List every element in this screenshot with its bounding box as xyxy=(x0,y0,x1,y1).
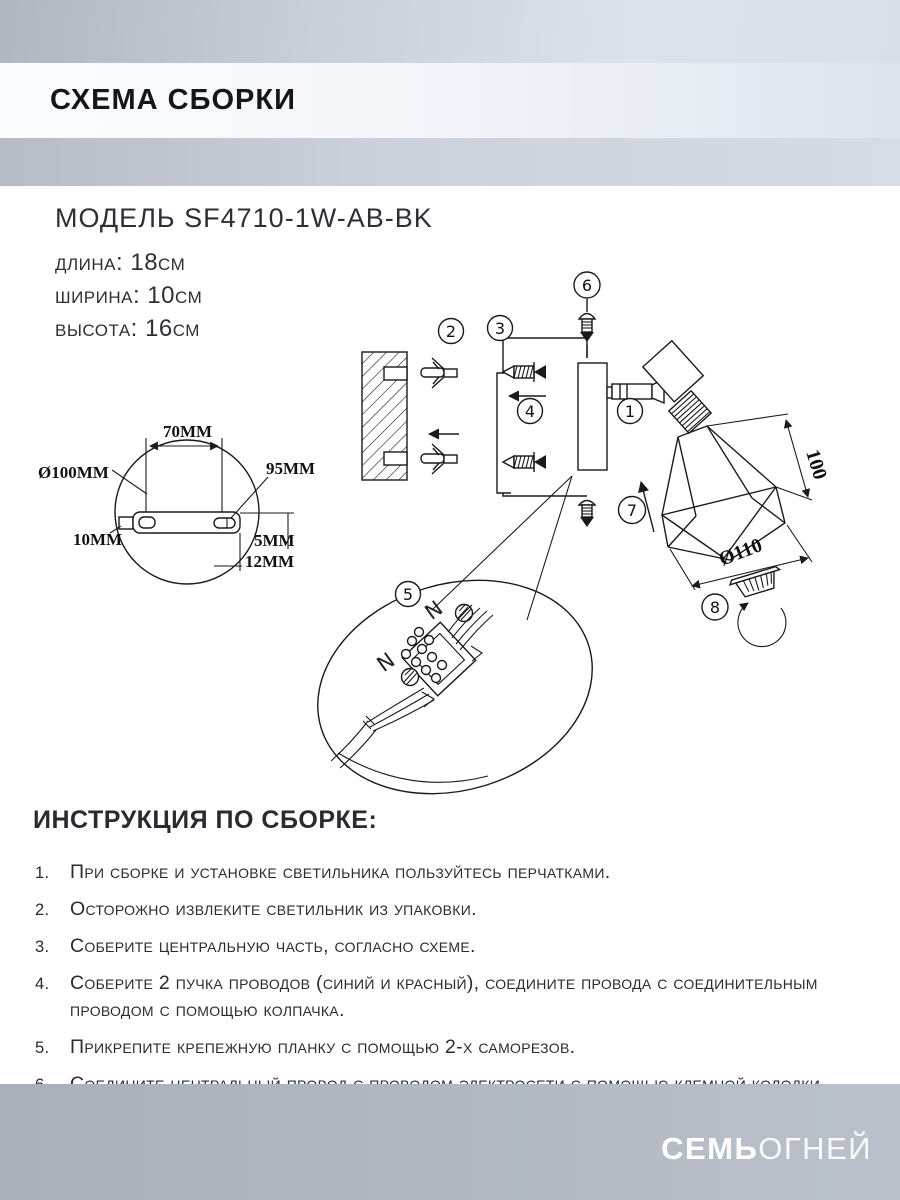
svg-text:5: 5 xyxy=(402,585,414,604)
shade-dimensions xyxy=(670,414,831,590)
dim-12mm: 12MM xyxy=(245,552,295,571)
wiring-detail-oval xyxy=(291,476,619,826)
brand-logo xyxy=(661,1131,872,1167)
callout-4 xyxy=(518,399,543,424)
callout-7 xyxy=(619,497,646,524)
dim-10mm: 10MM xyxy=(73,530,123,549)
wire-label-n2: N xyxy=(420,596,448,625)
brand-bold: СЕМЬ xyxy=(661,1131,759,1166)
page-title: СХЕМА СБОРКИ xyxy=(50,84,296,116)
dim-95mm: 95MM xyxy=(266,459,316,478)
instruction-text: Осторожно извлеките светильник из упаковки. xyxy=(70,898,477,920)
instruction-number: 1. xyxy=(35,864,50,882)
instruction-text: Соберите 2 пучка проводов (синий и красный), соедините провода с соединительным проводом с помощью колпачка. xyxy=(70,972,818,1021)
dim-70mm: 70MM xyxy=(163,422,213,441)
instruction-number: 3. xyxy=(35,938,50,956)
dim-shade-diameter: Ø110 xyxy=(715,534,766,571)
model-width: ширина: 10см xyxy=(55,282,203,309)
svg-text:3: 3 xyxy=(494,319,506,338)
footer xyxy=(0,1084,900,1200)
instruction-text: Соберите центральную часть, согласно схеме. xyxy=(70,935,476,957)
wires xyxy=(331,605,493,768)
svg-text:6: 6 xyxy=(581,276,593,295)
callout-6 xyxy=(574,272,600,298)
instructions-list xyxy=(33,859,893,1098)
wall-section xyxy=(362,352,407,480)
instruction-item xyxy=(33,896,893,923)
assembly-instructions xyxy=(33,806,893,1108)
callout-3 xyxy=(488,316,513,341)
callout-1 xyxy=(618,399,643,424)
instruction-item xyxy=(33,859,893,886)
model-height: высота: 16см xyxy=(55,315,200,342)
callout-5 xyxy=(396,582,421,607)
model-number: МОДЕЛЬ SF4710-1W-AB-BK xyxy=(55,203,433,233)
instruction-number: 2. xyxy=(35,901,50,919)
callout-2 xyxy=(439,319,464,344)
instruction-item xyxy=(33,1034,893,1061)
instruction-number: 5. xyxy=(35,1039,50,1057)
svg-text:1: 1 xyxy=(624,402,636,421)
fixing-screw-bottom-icon xyxy=(579,501,595,528)
instruction-number: 4. xyxy=(35,975,50,993)
model-length: длина: 18см xyxy=(55,249,186,276)
instruction-item xyxy=(33,970,893,1024)
callout-8 xyxy=(702,594,728,620)
dim-d100mm: Ø100MM xyxy=(38,463,109,482)
svg-text:2: 2 xyxy=(445,322,457,341)
svg-text:7: 7 xyxy=(626,501,638,520)
lamp-shade xyxy=(662,426,785,560)
brand-light: ОГНЕЙ xyxy=(758,1131,872,1166)
instruction-item xyxy=(33,933,893,960)
bulb-socket-icon xyxy=(729,566,786,647)
instructions-title: ИНСТРУКЦИЯ ПО СБОРКЕ: xyxy=(33,806,378,834)
dim-shade-height: 100 xyxy=(801,447,832,483)
svg-text:4: 4 xyxy=(524,402,536,421)
wire-label-n1: N xyxy=(372,648,400,677)
instruction-text: При сборке и установке светильника пользуйтесь перчатками. xyxy=(70,861,611,883)
svg-text:8: 8 xyxy=(709,598,721,617)
instruction-text: Прикрепите крепежную планку с помощью 2-х саморезов. xyxy=(70,1036,576,1058)
wall-anchor-icon xyxy=(421,358,457,474)
mounting-bracket xyxy=(497,338,587,496)
fixing-screw-top-icon xyxy=(579,299,595,358)
backplate xyxy=(578,363,612,470)
dim-5mm: 5MM xyxy=(254,531,295,550)
mounting-plate-dimension-drawing xyxy=(38,422,315,584)
